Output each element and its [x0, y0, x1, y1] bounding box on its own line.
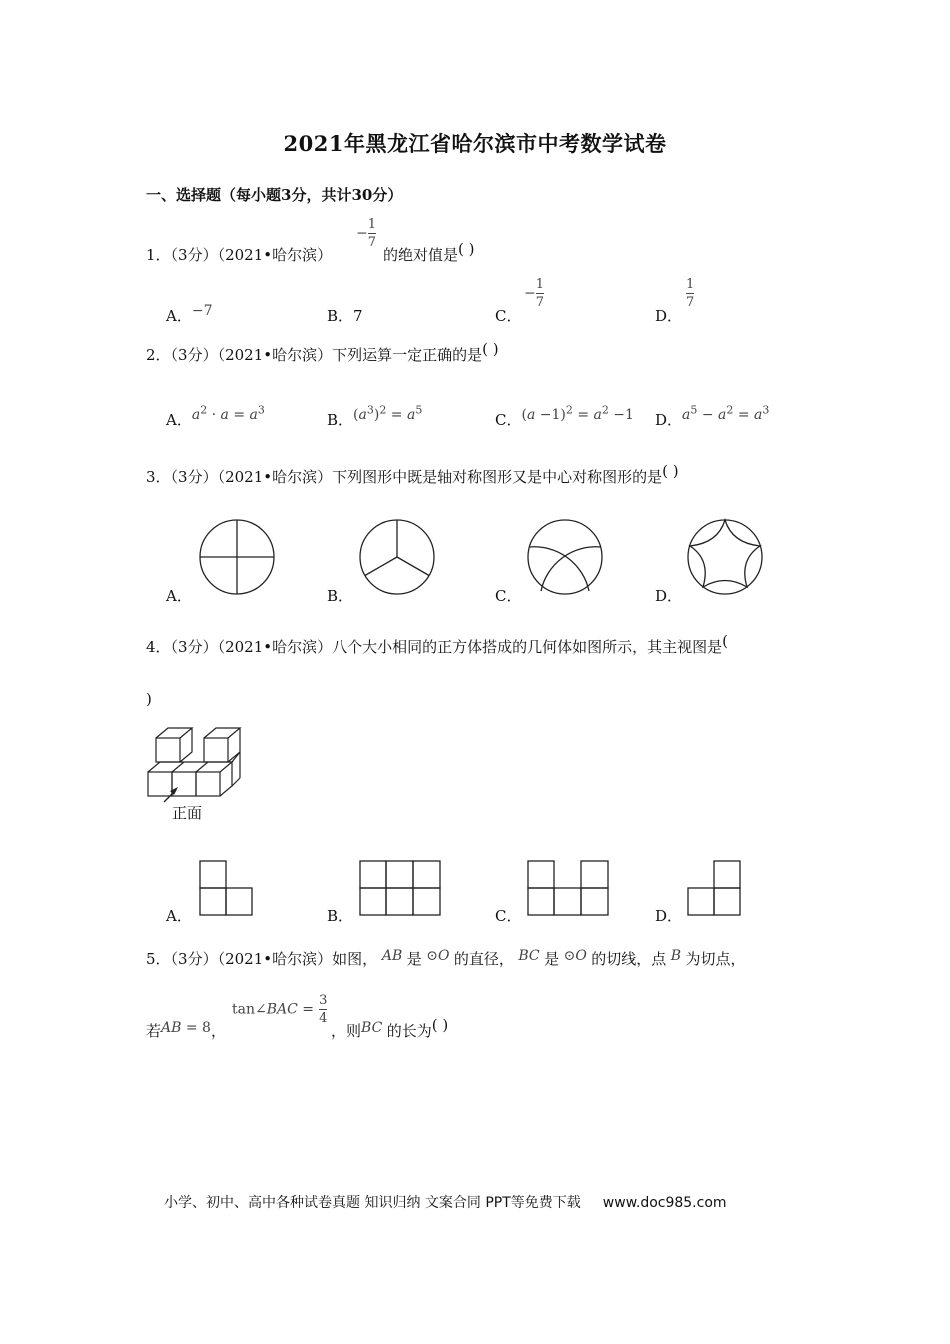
q4-option-c-label: C．: [495, 907, 522, 925]
q3-text: 下列图形中既是轴对称图形又是中心对称图形的是: [332, 468, 663, 486]
q2-option-d-label: D．: [655, 411, 683, 429]
q2-score: （3分）: [170, 346, 218, 364]
q3-option-c[interactable]: [495, 585, 521, 606]
q1-score: （3分）: [170, 246, 218, 264]
q2-option-d[interactable]: D．$a^5 - a^2 = a^3$: [655, 403, 770, 429]
q1-option-d-label: D．: [655, 307, 683, 325]
q2-paren: ( ): [482, 340, 499, 358]
q5-text-d: 是: [544, 950, 560, 968]
section-heading: 一、选择题（每小题3分，共计30分）: [146, 186, 403, 204]
q5-line2-a: 若: [146, 1022, 162, 1040]
q2-source: （2021•哈尔滨）: [217, 346, 333, 364]
q1-option-d-math: $\frac{1}{7}$: [686, 277, 695, 310]
q2-option-c[interactable]: C．$(a -1)^2 = a^2 -1$: [495, 403, 634, 429]
q2-option-b-label: B．: [327, 411, 354, 429]
q4-option-d[interactable]: [655, 905, 682, 926]
q5-text-b: 是: [406, 950, 422, 968]
q2-option-c-label: C．: [495, 411, 522, 429]
question-5: 5．（3分）（2021•哈尔滨）如图， AB 是 ⊙O 的直径， BC 是 ⊙O 的切线，点 B 为切点，: [146, 948, 746, 968]
q4-option-a-label: A．: [166, 907, 192, 925]
q5-line-2: 若AB = 8，: [146, 1020, 226, 1040]
q1-option-b-label: B．: [327, 307, 354, 325]
page-title: 2021年黑龙江省哈尔滨市中考数学试卷: [283, 131, 667, 156]
q3-option-b[interactable]: [327, 585, 353, 606]
q1-option-b[interactable]: [327, 305, 363, 326]
q5-text-c: 的直径，: [453, 950, 514, 968]
q3-figure-d: [687, 519, 765, 597]
q3-option-d[interactable]: [655, 585, 682, 606]
page-footer: [164, 1192, 727, 1212]
q5-line2-b: ，: [210, 1022, 226, 1040]
q3-option-b-label: B．: [327, 587, 354, 605]
q3-score: （3分）: [170, 468, 218, 486]
q3-figure-b: [359, 519, 437, 597]
q3-paren: ( ): [662, 462, 679, 480]
q4-solid-figure: [146, 724, 246, 804]
q5-paren: ( ): [431, 1016, 449, 1034]
q1-option-c-label: C．: [495, 307, 522, 325]
q2-option-a-label: A．: [166, 411, 192, 429]
q4-text: 八个大小相同的正方体搭成的几何体如图所示，其主视图是: [332, 638, 723, 656]
q1-text: 的绝对值是: [383, 246, 459, 264]
q5-source: （2021•哈尔滨）: [217, 950, 333, 968]
q4-option-a[interactable]: [166, 905, 192, 926]
question-4: [146, 632, 728, 657]
q1-expression: − $\frac{1}{7}$: [356, 217, 377, 250]
q5-text-a: 如图，: [332, 950, 378, 968]
q4-option-b-label: B．: [327, 907, 354, 925]
footer-text: 小学、初中、高中各种试卷真题 知识归纳 文案合同 PPT等免费下载: [164, 1195, 581, 1211]
q3-option-d-label: D．: [655, 587, 683, 605]
q4-score: （3分）: [170, 638, 218, 656]
q5-line2-c: ，则: [331, 1022, 362, 1040]
q5-text-e: 的切线，点: [591, 950, 667, 968]
q1-option-a-label: A．: [166, 307, 192, 325]
q4-paren-open: (: [722, 632, 728, 650]
q4-figure-b: [359, 860, 443, 918]
q4-source: （2021•哈尔滨）: [217, 638, 333, 656]
q4-option-b[interactable]: [327, 905, 353, 926]
q1-option-a[interactable]: A．−7: [166, 303, 213, 325]
q5-number: 5．: [146, 950, 171, 968]
q3-option-a[interactable]: [166, 585, 192, 606]
q4-number: 4．: [146, 638, 171, 656]
q1-option-b-value: 7: [353, 307, 363, 325]
question-3: [146, 462, 679, 487]
q2-number: 2．: [146, 346, 171, 364]
q4-option-d-label: D．: [655, 907, 683, 925]
q5-line-2-tail: ，则BC 的长为( ): [331, 1016, 449, 1040]
q4-option-c[interactable]: [495, 905, 521, 926]
q4-figure-d: [687, 860, 743, 918]
q4-figure-c: [527, 860, 611, 918]
q1-option-c[interactable]: [495, 305, 521, 326]
q2-option-a[interactable]: A．$a^2 \cdot a = a^3$: [166, 403, 265, 429]
q3-number: 3．: [146, 468, 171, 486]
q3-figure-a: [199, 519, 277, 597]
q5-score: （3分）: [170, 950, 218, 968]
q3-figure-c: [527, 519, 605, 597]
q2-option-b[interactable]: B．$(a^3)^2 = a^5$: [327, 403, 423, 429]
q1-option-c-math: − $\frac{1}{7}$: [524, 277, 545, 310]
q1-option-d[interactable]: [655, 305, 682, 326]
q4-paren-close: ): [146, 690, 152, 708]
question-2: [146, 340, 499, 365]
q3-option-a-label: A．: [166, 587, 192, 605]
q5-tan-expression: tan∠BAC = $\frac{3}{4}$: [232, 993, 328, 1026]
question-1: [146, 244, 332, 265]
q4-front-label: 正面: [172, 804, 203, 822]
q5-text-f: 为切点，: [685, 950, 746, 968]
q2-text: 下列运算一定正确的是: [332, 346, 483, 364]
q3-source: （2021•哈尔滨）: [217, 468, 333, 486]
q1-number: 1．: [146, 246, 171, 264]
q5-line2-d: 的长为: [386, 1022, 432, 1040]
q1-source: （2021•哈尔滨）: [217, 246, 333, 264]
q1-paren: ( ): [458, 240, 475, 258]
q3-option-c-label: C．: [495, 587, 522, 605]
q4-figure-a: [199, 860, 255, 918]
q1-stem: [383, 240, 475, 265]
footer-url[interactable]: www.doc985.com: [602, 1195, 727, 1211]
